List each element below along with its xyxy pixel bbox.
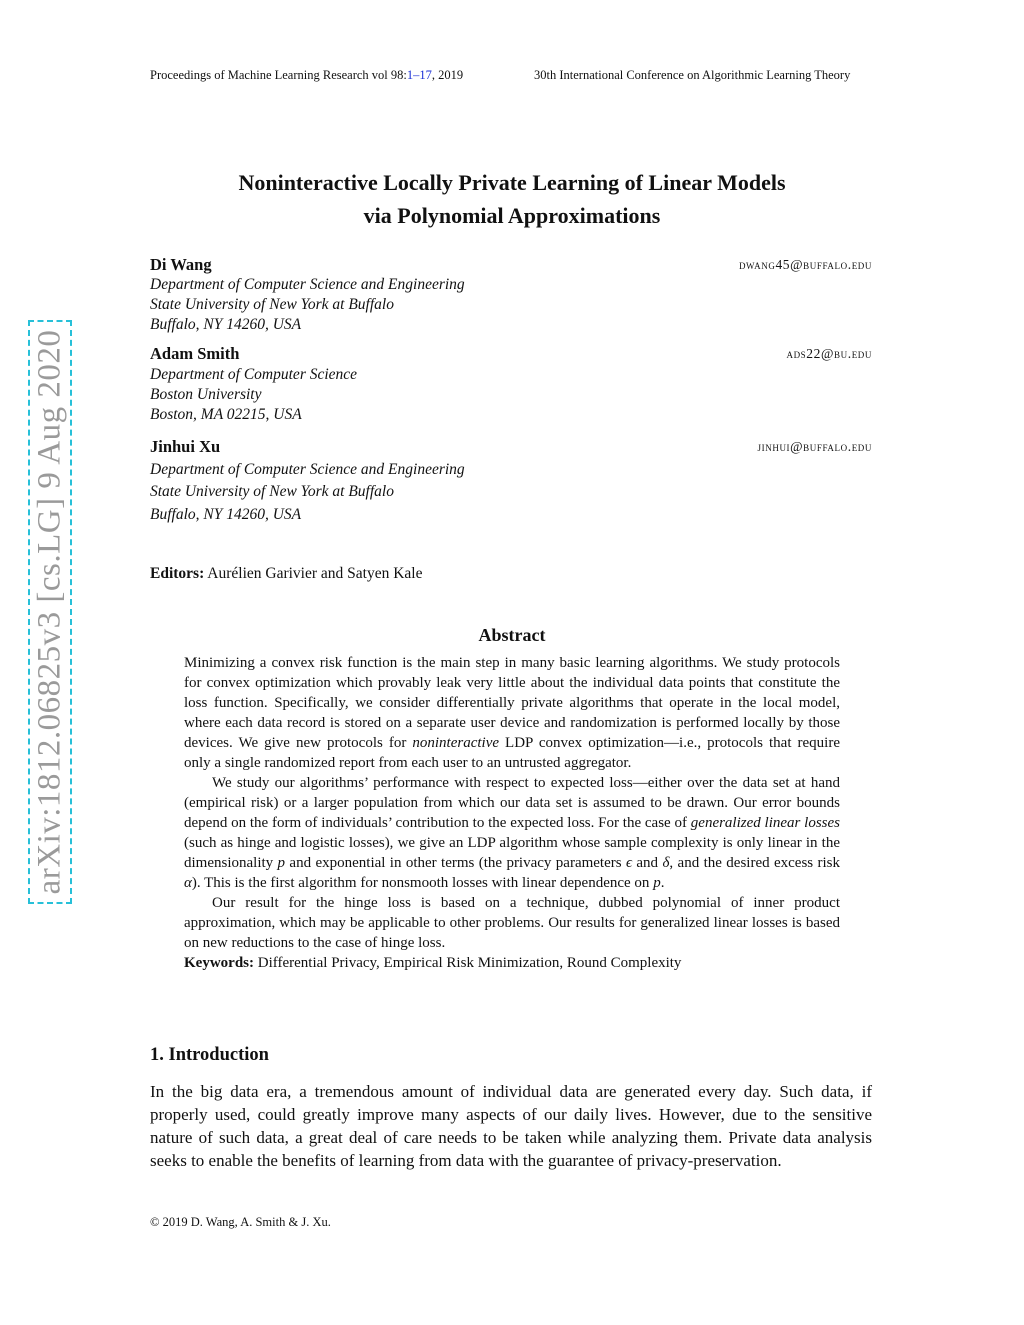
author-affiliation: Buffalo, NY 14260, USA: [150, 506, 302, 523]
author-name: Di Wang: [150, 255, 212, 274]
editors-label: Editors:: [150, 565, 205, 582]
keywords-line: [184, 953, 840, 973]
author-affiliation: Boston, MA 02215, USA: [150, 406, 302, 423]
author-affiliation: State University of New York at Buffalo: [150, 296, 394, 313]
proceedings-year: , 2019: [431, 68, 464, 82]
abstract-paragraph-2: We study our algorithms’ performance with respect to expected loss—either over the data set at hand (empirical risk) or a larger population from which our data set is assumed to be drawn. Our error bounds depend on the form of individuals’ contribution to the expected loss. For the case of generalized linear losses (such as hinge and logistic losses), we give an LDP algorithm whose sample complexity is only linear in the dimensionality p and exponential in other terms (the privacy parameters ϵ and δ, and the desired excess risk α). This is the first algorithm for nonsmooth losses with linear dependence on p.: [184, 775, 840, 891]
running-header-left: [150, 68, 463, 83]
abstract-paragraph-3: Our result for the hinge loss is based on a technique, dubbed polynomial of inner product approximation, which may be applicable to other problems. Our results for generalized linear losses is based on new reductions to the case of hinge loss.: [184, 895, 840, 951]
page-range-link[interactable]: 1–17: [406, 68, 432, 82]
proceedings-label: Proceedings of Machine Learning Research vol 98:: [150, 68, 407, 82]
author-affiliation: Buffalo, NY 14260, USA: [150, 316, 302, 333]
arxiv-stamp-box[interactable]: [28, 320, 72, 904]
author-name: Adam Smith: [150, 344, 240, 363]
author-affiliation: Department of Computer Science and Engineering: [150, 276, 465, 293]
author-email[interactable]: dwang45@buffalo.edu: [738, 257, 872, 272]
abstract-heading: Abstract: [478, 625, 546, 645]
section-heading-introduction: 1. Introduction: [150, 1045, 269, 1065]
arxiv-stamp-text[interactable]: arXiv:1812.06825v3 [cs.LG] 9 Aug 2020: [31, 329, 68, 895]
keywords-list: Differential Privacy, Empirical Risk Minimization, Round Complexity: [257, 955, 682, 971]
keywords-label: Keywords:: [184, 955, 254, 971]
author-name: Jinhui Xu: [150, 437, 221, 456]
author-affiliation: Boston University: [150, 386, 262, 403]
author-email[interactable]: ads22@bu.edu: [786, 346, 872, 361]
introduction-paragraph: In the big data era, a tremendous amount of individual data are generated every day. Such data, if properly used, could greatly improve many aspects of our daily lives. However, due to the sensitive nature of such data, a great deal of care needs to be taken while analyzing them. Private data analysis seeks to enable the benefits of learning from data with the guarantee of privacy-preservation.: [150, 1082, 872, 1170]
copyright-notice: © 2019 D. Wang, A. Smith & J. Xu.: [150, 1215, 331, 1229]
running-header-right: 30th International Conference on Algorithmic Learning Theory: [534, 68, 851, 82]
editors-names: Aurélien Garivier and Satyen Kale: [207, 565, 423, 582]
author-email[interactable]: jinhui@buffalo.edu: [757, 439, 872, 454]
author-affiliation: Department of Computer Science: [150, 366, 358, 383]
abstract-paragraph-1: Minimizing a convex risk function is the main step in many basic learning algorithms. We study protocols for convex optimization which provably leak very little about the individual data points that constitute the loss function. Specifically, we consider differentially private algorithms that operate in the local model, where each data record is stored on a separate user device and randomization is performed locally by those devices. We give new protocols for noninteractive LDP convex optimization—i.e., protocols that require only a single randomized report from each user to an untrusted aggregator.: [184, 655, 840, 771]
author-affiliation: Department of Computer Science and Engineering: [150, 461, 465, 478]
editors-line: [150, 565, 422, 583]
paper-title-line-2: via Polynomial Approximations: [363, 203, 661, 228]
author-affiliation: State University of New York at Buffalo: [150, 483, 394, 500]
paper-title-line-1: Noninteractive Locally Private Learning of Linear Models: [238, 170, 786, 195]
abstract-body: [184, 653, 840, 973]
